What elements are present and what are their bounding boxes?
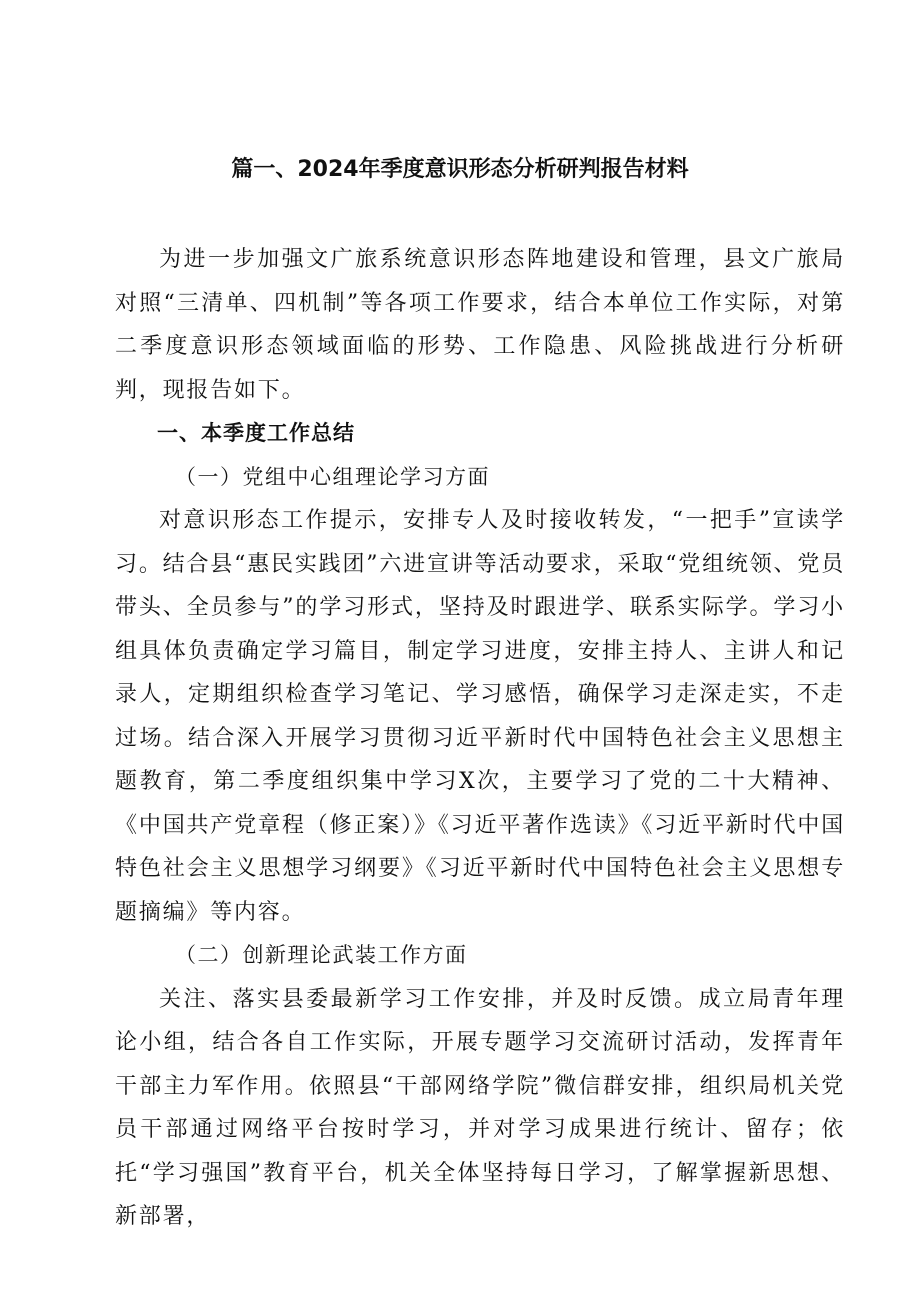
intro-paragraph: 为进一步加强文广旅系统意识形态阵地建设和管理，县文广旅局对照“三清单、四机制”等各项工作要求，结合本单位工作实际，对第二季度意识形态领域面临的形势、工作隐患、风险挑战进行分析研判，现报告如下。	[115, 247, 845, 403]
subsection-paragraph-2: 关注、落实县委最新学习工作安排，并及时反馈。成立局青年理论小组，结合各自工作实际，开展专题学习交流研讨活动，发挥青年干部主力军作用。依照县“干部网络学院”微信群安排，组织局机关党员干部通过网络平台按时学习，并对学习成果进行统计、留存；依托“学习强国”教育平台，机关全体坚持每日学习，了解掌握新思想、新部署，	[115, 986, 845, 1229]
subsection-heading-2: （二）创新理论武装工作方面	[175, 943, 468, 967]
subsection-paragraph-1: 对意识形态工作提示，安排专人及时接收转发，“一把手”宣读学习。结合县“惠民实践团”六进宣讲等活动要求，采取“党组统领、党员带头、全员参与”的学习形式，坚持及时跟进学、联系实际学。学习小组具体负责确定学习篇目，制定学习进度，安排主持人、主讲人和记录人，定期组织检查学习笔记、学习感悟，确保学习走深走实，不走过场。结合深入开展学习贯彻习近平新时代中国特色社会主义思想主题教育，第二季度组织集中学习X次，主要学习了党的二十大精神、《中国共产党章程（修正案）》《习近平著作选读》《习近平新时代中国特色社会主义思想学习纲要》《习近平新时代中国特色社会主义思想专题摘编》等内容。	[115, 508, 845, 925]
document-title: 篇一、2024年季度意识形态分析研判报告材料	[231, 157, 689, 182]
subsection-heading-1: （一）党组中心组理论学习方面	[175, 464, 490, 489]
document-body	[115, 238, 845, 1239]
section-heading: 一、本季度工作总结	[157, 421, 355, 445]
